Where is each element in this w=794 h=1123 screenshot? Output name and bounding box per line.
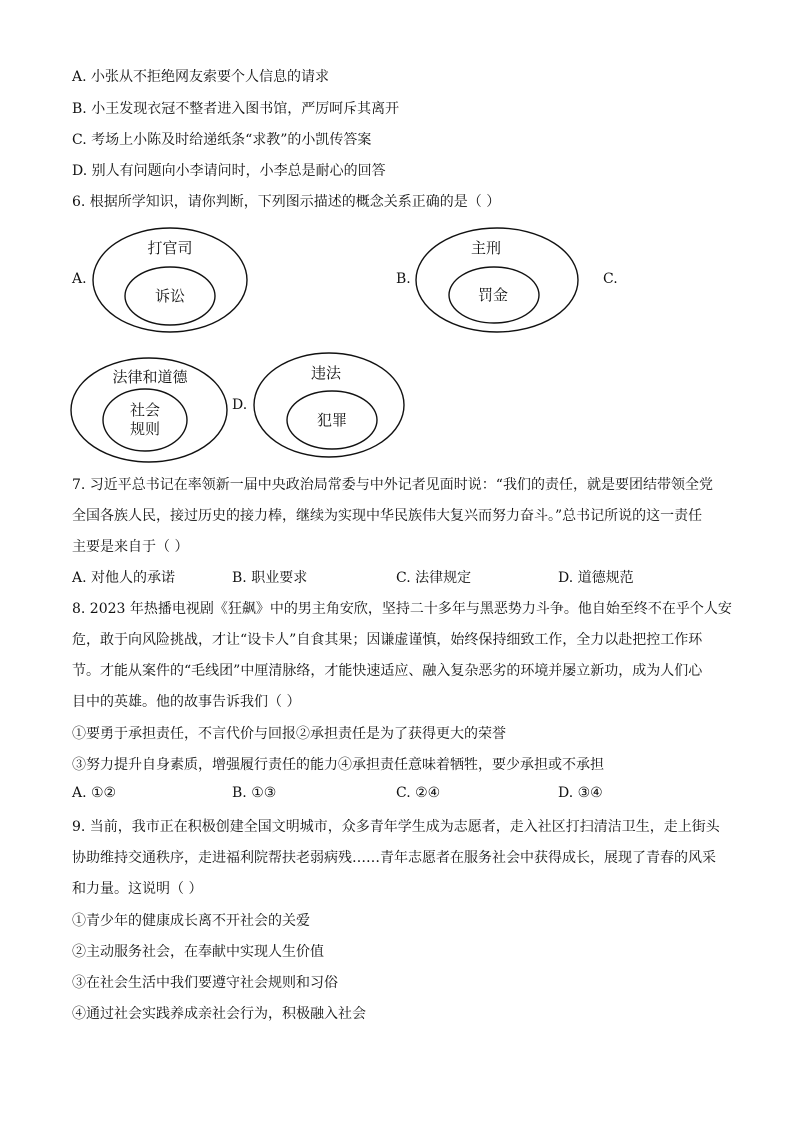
q8-option-d: D. ③④ (558, 785, 603, 801)
diagram-a-outer-label: 打官司 (147, 239, 193, 257)
q7-line-2: 全国各族人民，接过历史的接力棒，继续为实现中华民族伟大复兴而努力奋斗。”总书记所说的这一责任 (72, 508, 703, 524)
q7-option-b: B. 职业要求 (232, 570, 308, 586)
q7-option-a: A. 对他人的承诺 (72, 570, 176, 586)
diagram-c-inner-label-line1: 社会 (129, 401, 161, 419)
q6-diagram-b (416, 228, 578, 332)
q9-statement-3: ③在社会生活中我们要遵守社会规则和习俗 (72, 975, 338, 991)
diagram-d-outer-label: 违法 (310, 364, 342, 382)
q5-option-b: B. 小王发现衣冠不整者进入图书馆，严厉呵斥其离开 (72, 101, 400, 117)
q8-statement-1-2: ①要勇于承担责任，不言代价与回报②承担责任是为了获得更大的荣誉 (72, 726, 506, 742)
q5-option-a: A. 小张从不拒绝网友索要个人信息的请求 (72, 69, 330, 85)
q7-line-1: 7. 习近平总书记在率领新一届中央政治局常委与中外记者见面时说：“我们的责任，就是要团结带领全党 (72, 477, 713, 493)
q6-diagram-c-mark: C. (603, 271, 618, 287)
q5-option-d: D. 别人有问题向小李请问时，小李总是耐心的回答 (72, 163, 386, 179)
q8-line-3: 节。才能从案件的“毛线团”中厘清脉络，才能快速适应、融入复杂恶劣的环境并屡立新功，成为人们心 (72, 663, 703, 679)
q6-diagram-a (93, 228, 247, 332)
q9-statement-2: ②主动服务社会，在奉献中实现人生价值 (72, 944, 324, 960)
q9-line-1: 9. 当前，我市正在积极创建全国文明城市，众多青年学生成为志愿者，走入社区打扫清洁卫生，走上街头 (72, 819, 720, 835)
diagram-c-outer-label: 法律和道德 (112, 368, 188, 386)
q7-line-3: 主要是来自于（ ） (72, 539, 189, 555)
q9-line-2: 协助维持交通秩序，走进福利院帮扶老弱病残……青年志愿者在服务社会中获得成长，展现了青春的风采 (72, 850, 716, 866)
q6-stem: 6. 根据所学知识，请你判断，下列图示描述的概念关系正确的是（ ） (72, 194, 501, 210)
q8-line-4: 目中的英雄。他的故事告诉我们（ ） (72, 694, 301, 710)
diagram-d-inner-label: 犯罪 (316, 411, 348, 429)
q8-line-1: 8. 2023 年热播电视剧《狂飙》中的男主角安欣，坚持二十多年与黑恶势力斗争。他自始至终不在乎个人安 (72, 601, 732, 617)
q7-option-c: C. 法律规定 (396, 570, 472, 586)
diagram-b-outer-label: 主刑 (470, 239, 502, 257)
q6-diagram-d (254, 353, 404, 457)
q9-statement-4: ④通过社会实践养成亲社会行为，积极融入社会 (72, 1006, 366, 1022)
q9-line-3: 和力量。这说明（ ） (72, 881, 203, 897)
q6-diagram-d-mark: D. (232, 397, 248, 413)
q6-diagram-a-mark: A. (72, 271, 87, 287)
q8-option-b: B. ①③ (232, 785, 277, 801)
q6-diagrams (0, 0, 794, 470)
diagram-c-inner-label-line2: 规则 (129, 420, 161, 438)
diagram-a-inner-label: 诉讼 (154, 287, 186, 305)
diagram-b-inner-label: 罚金 (477, 286, 509, 304)
q8-line-2: 危，敢于向风险挑战，才让“设卡人”自食其果；因谦虚谨慎，始终保持细致工作，全力以赴把控工作环 (72, 632, 703, 648)
q9-statement-1: ①青少年的健康成长离不开社会的关爱 (72, 913, 310, 929)
q6-diagram-c (71, 358, 227, 462)
q6-diagram-b-mark: B. (396, 271, 411, 287)
q7-option-d: D. 道德规范 (558, 570, 634, 586)
q8-statement-3-4: ③努力提升自身素质，增强履行责任的能力④承担责任意味着牺牲，要少承担或不承担 (72, 757, 604, 773)
q8-option-c: C. ②④ (396, 785, 441, 801)
q5-option-c: C. 考场上小陈及时给递纸条“求教”的小凯传答案 (72, 132, 372, 148)
q8-option-a: A. ①② (72, 785, 117, 801)
